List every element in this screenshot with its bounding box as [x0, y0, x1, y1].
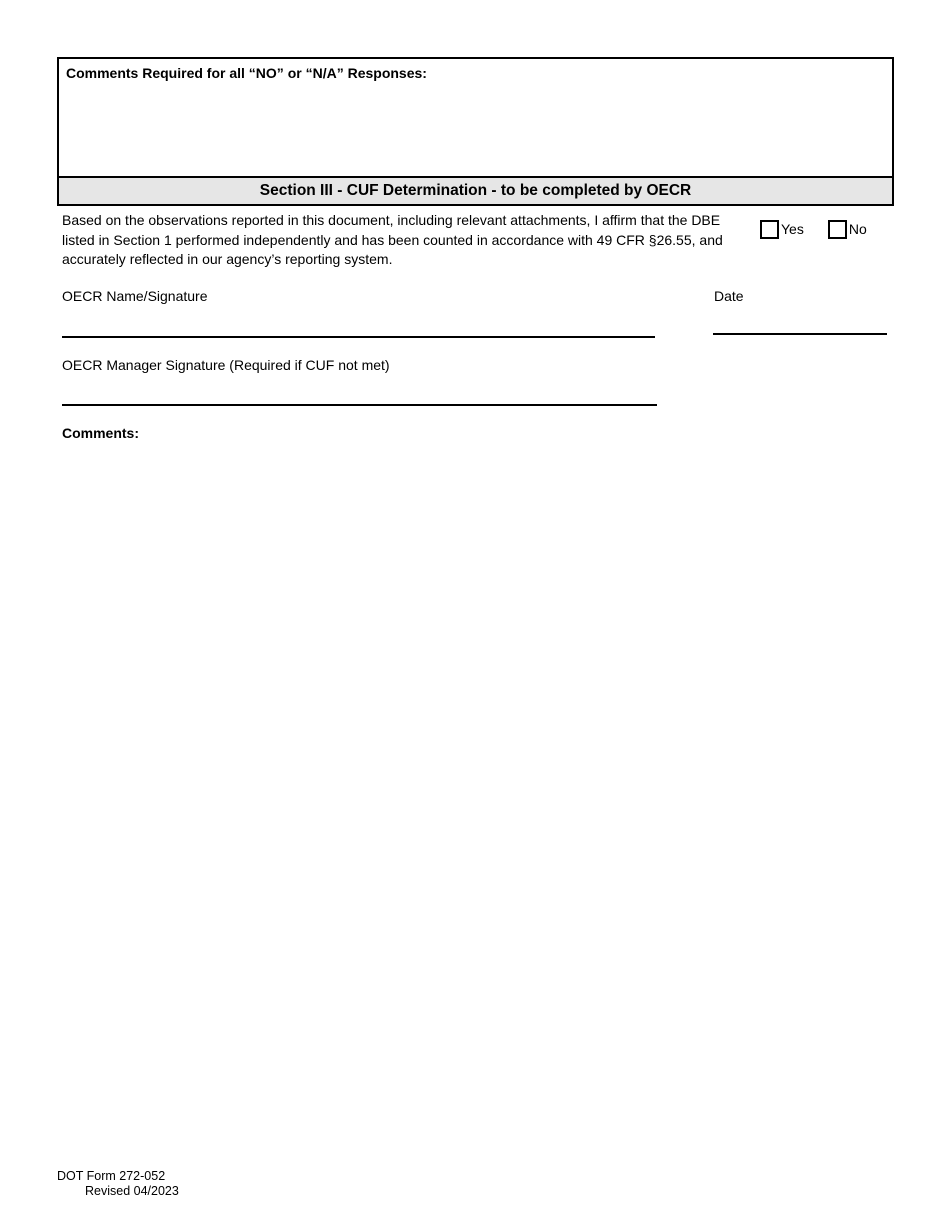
yes-choice: [760, 220, 804, 239]
comments-input-area[interactable]: [57, 445, 894, 1145]
oecr-signature-line[interactable]: [62, 336, 655, 338]
no-label: No: [848, 221, 867, 237]
oecr-manager-signature-label: OECR Manager Signature (Required if CUF not met): [62, 357, 390, 373]
comments-label: Comments:: [62, 425, 140, 441]
no-choice: [828, 220, 867, 239]
no-checkbox[interactable]: [828, 220, 847, 239]
section-header-title: Section III - CUF Determination - to be completed by OECR: [259, 182, 692, 199]
section-header-bar: [59, 176, 892, 204]
date-line[interactable]: [713, 333, 887, 335]
form-footer: [57, 1169, 179, 1198]
comments-required-input[interactable]: [59, 82, 892, 176]
cuf-determination-choices: [760, 220, 867, 239]
form-revision: Revised 04/2023: [85, 1183, 179, 1198]
form-number: DOT Form 272-052: [57, 1169, 166, 1183]
oecr-name-signature-label: OECR Name/Signature: [62, 288, 208, 304]
comments-required-box: [57, 57, 894, 206]
yes-checkbox[interactable]: [760, 220, 779, 239]
oecr-manager-signature-line[interactable]: [62, 404, 657, 406]
yes-label: Yes: [781, 221, 804, 237]
comments-required-label: Comments Required for all “NO” or “N/A” Responses:: [66, 65, 427, 81]
date-label: Date: [714, 288, 744, 304]
affirmation-text: Based on the observations reported in this document, including relevant attachments, I affirm that the DBE listed in Section 1 performed independently and has been counted in accordance with 49 CFR §26.55, and accurately reflected in our agency’s reporting system.: [62, 212, 723, 267]
